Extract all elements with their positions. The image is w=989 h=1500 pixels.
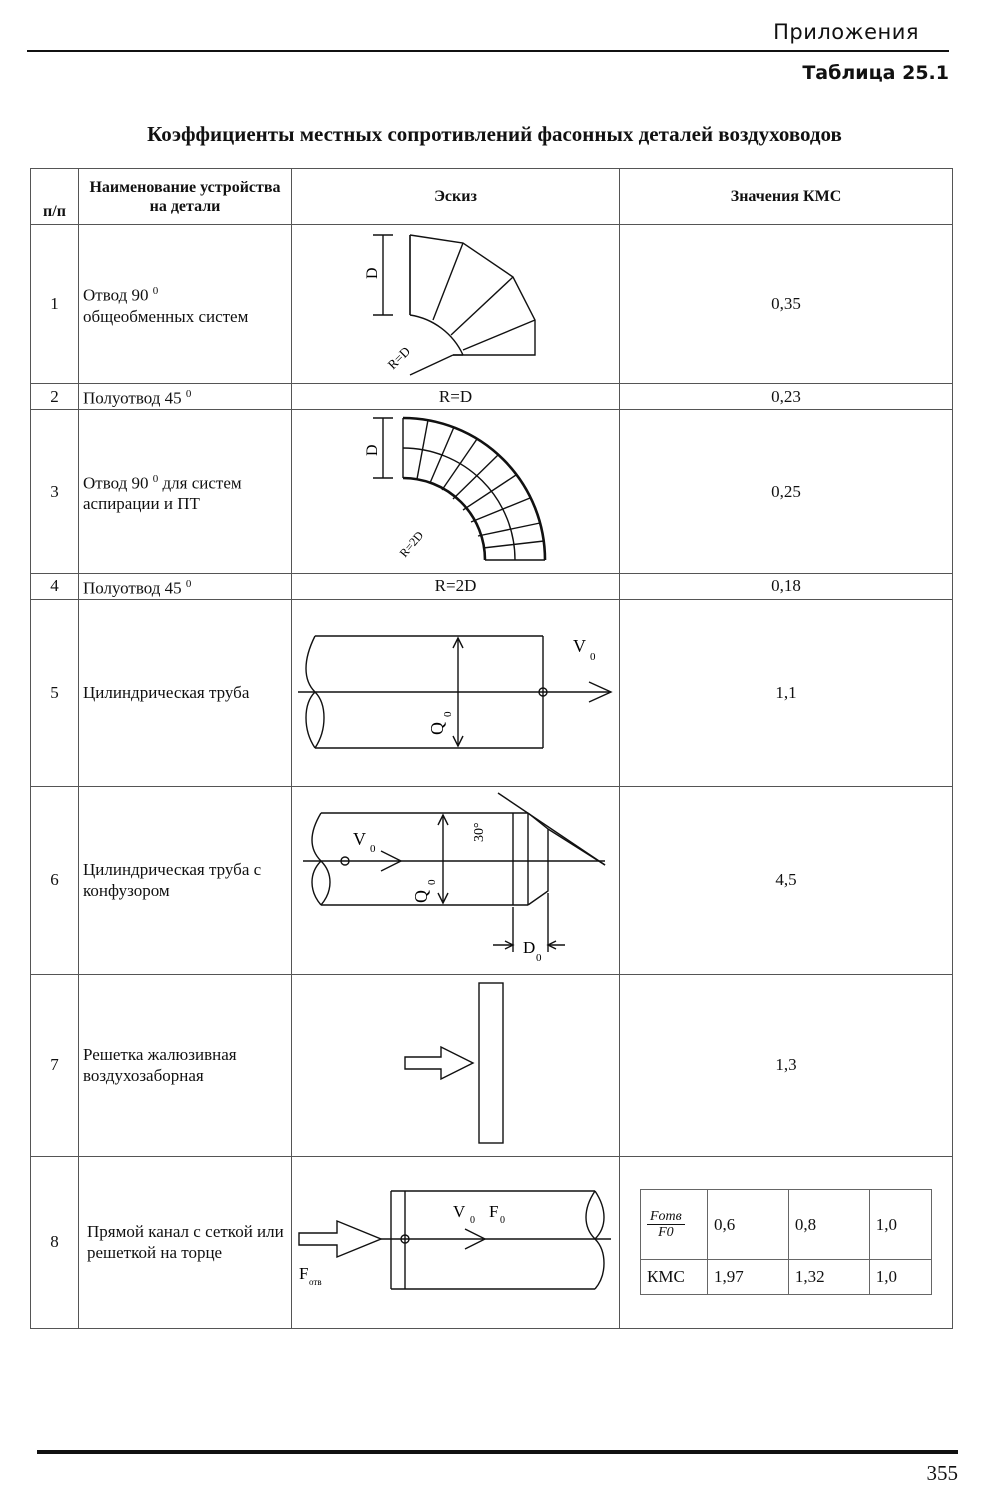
degree-sup: 0 — [185, 388, 192, 401]
sketch-cell — [292, 410, 620, 574]
table-row — [31, 384, 953, 410]
ratio-bottom: F0 — [658, 1225, 674, 1241]
table-row — [31, 786, 953, 974]
degree-sup: 0 — [152, 472, 159, 485]
label-d: D — [522, 937, 535, 957]
name-text: Полуотвод 45 — [83, 578, 182, 598]
ratio-fraction — [647, 1209, 685, 1240]
label-fotv-sub: отв — [308, 1276, 322, 1287]
row-name: Решетка жалюзивная воздухозаборная — [79, 974, 292, 1156]
name-text: Полуотвод 45 — [83, 388, 182, 408]
sketch-cell — [292, 225, 620, 384]
row-name — [79, 574, 292, 600]
name-text: Отвод 90 — [83, 473, 149, 493]
row-name — [79, 384, 292, 410]
kmc-value: 0,25 — [620, 410, 953, 574]
row-name — [79, 410, 292, 574]
label-d: D — [363, 444, 381, 456]
row-number: 1 — [31, 225, 79, 384]
header-rule — [27, 50, 949, 52]
confuser-pipe-sketch — [293, 787, 619, 969]
page-number: 355 — [926, 1461, 958, 1485]
louver-grille-sketch — [293, 975, 619, 1151]
kmc-subtable-cell — [620, 1156, 953, 1328]
table-header-row — [31, 169, 953, 225]
label-d-sub: 0 — [535, 951, 541, 964]
sketch-cell — [292, 786, 620, 974]
label-q: Q — [410, 889, 431, 903]
ratio-value: 0,8 — [788, 1190, 869, 1260]
sketch-cell — [292, 1156, 620, 1328]
label-r: R=2D — [396, 528, 426, 560]
table-row — [31, 974, 953, 1156]
kmc-value: 0,18 — [620, 574, 953, 600]
table-row — [31, 225, 953, 384]
row-name — [79, 225, 292, 384]
kmc-value: 0,23 — [620, 384, 953, 410]
table-row — [31, 1156, 953, 1328]
col-header-value: Значения КМС — [620, 169, 953, 225]
label-v: V — [572, 635, 586, 656]
row-number: 8 — [31, 1156, 79, 1328]
col-header-sketch: Эскиз — [292, 169, 620, 225]
elbow-2d-sketch — [293, 410, 619, 568]
label-v-sub: 0 — [469, 1214, 475, 1226]
ratio-row — [641, 1190, 932, 1260]
row-number: 5 — [31, 599, 79, 786]
label-fotv: F — [298, 1263, 308, 1283]
name-text: Отвод 90 — [83, 285, 149, 305]
kmc-row — [641, 1260, 932, 1295]
col-header-name: Наименование устройства на детали — [79, 169, 292, 225]
sketch-cell — [292, 599, 620, 786]
kmc-value: 1,97 — [708, 1260, 789, 1295]
kmc-table — [30, 168, 953, 1329]
label-v: V — [452, 1201, 465, 1221]
row-number: 7 — [31, 974, 79, 1156]
ratio-top: Fотв — [647, 1209, 685, 1225]
sketch-text: R=2D — [292, 574, 620, 600]
ratio-value: 0,6 — [708, 1190, 789, 1260]
row-number: 6 — [31, 786, 79, 974]
ratio-value: 1,0 — [869, 1190, 931, 1260]
section-label: Приложения — [773, 20, 919, 44]
degree-sup: 0 — [185, 578, 192, 590]
kmc-value: 1,0 — [869, 1260, 931, 1295]
footer-rule — [37, 1450, 958, 1454]
label-q: Q — [426, 721, 447, 735]
name-rest: для систем аспирации и ПТ — [83, 473, 242, 514]
straight-channel-sketch — [293, 1157, 619, 1323]
kmc-value: 1,1 — [620, 599, 953, 786]
label-f-sub: 0 — [499, 1214, 505, 1226]
name-rest: общеобменных систем — [83, 306, 249, 326]
table-row — [31, 574, 953, 600]
row-name: Цилиндрическая труба с конфузором — [79, 786, 292, 974]
kmc-label: КМС — [641, 1260, 708, 1295]
sketch-cell — [292, 974, 620, 1156]
kmc-value: 1,3 — [620, 974, 953, 1156]
table-number: Таблица 25.1 — [802, 62, 949, 84]
row-number: 3 — [31, 410, 79, 574]
row-number: 4 — [31, 574, 79, 600]
kmc-value: 4,5 — [620, 786, 953, 974]
degree-sup: 0 — [152, 285, 159, 298]
sketch-text: R=D — [292, 384, 620, 410]
label-v-sub: 0 — [589, 650, 595, 663]
table-row — [31, 599, 953, 786]
kmc-value: 1,32 — [788, 1260, 869, 1295]
pipe-sketch — [293, 600, 619, 781]
table-title: Коэффициенты местных сопротивлений фасонных деталей воздуховодов — [147, 122, 842, 146]
label-d: D — [363, 267, 381, 279]
label-f: F — [488, 1201, 498, 1221]
elbow-90-sketch — [293, 225, 619, 378]
col-header-num: п/п — [31, 169, 79, 225]
row-name: Прямой канал с сеткой или решеткой на торце — [79, 1156, 292, 1328]
label-q-sub: 0 — [425, 879, 438, 885]
label-r: R=D — [384, 343, 413, 373]
row-number: 2 — [31, 384, 79, 410]
label-v: V — [352, 828, 366, 849]
kmc-value: 0,35 — [620, 225, 953, 384]
table-row — [31, 410, 953, 574]
label-q-sub: 0 — [441, 711, 454, 717]
label-angle: 30° — [471, 822, 487, 842]
label-v-sub: 0 — [369, 842, 375, 855]
row-name: Цилиндрическая труба — [79, 599, 292, 786]
ratio-label — [641, 1190, 708, 1260]
kmc-subtable — [640, 1189, 932, 1295]
